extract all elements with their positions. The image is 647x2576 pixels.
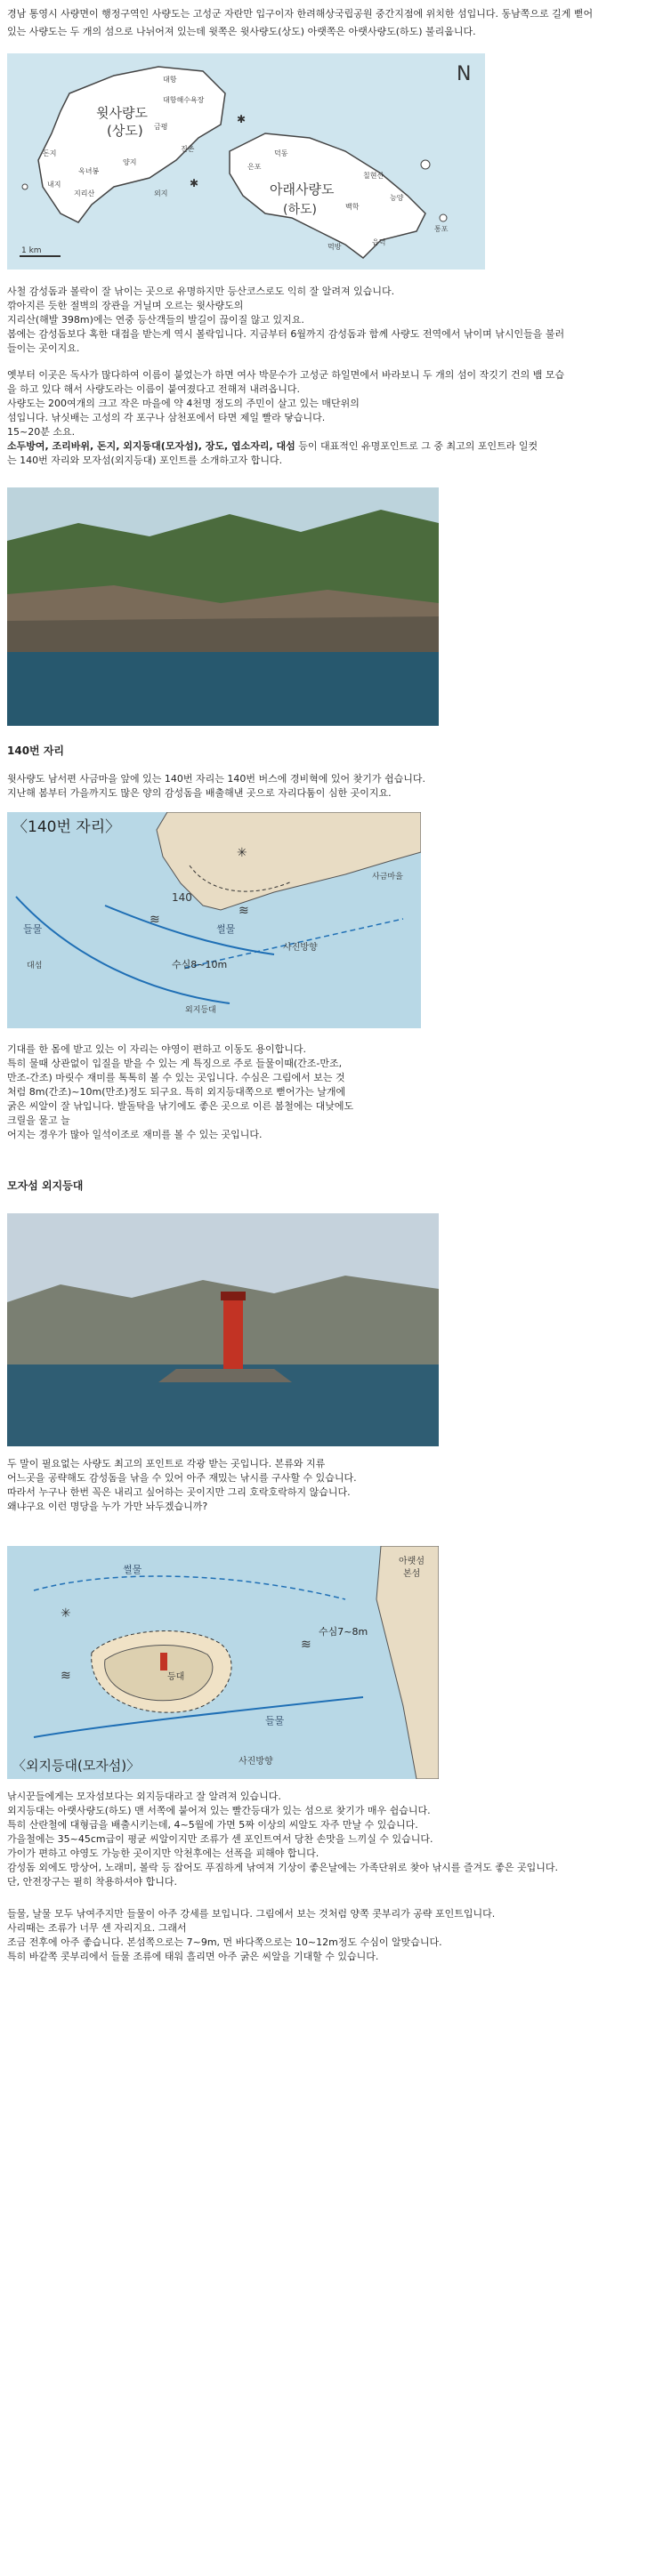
section1-line: 들이는 곳이지요. — [7, 342, 80, 354]
map2-depth: 수심8~10m — [172, 959, 228, 970]
map2-tide-right: 썰물 — [216, 923, 236, 935]
fish-icon: ≋ — [61, 1669, 71, 1683]
section3-line: 만조-간조) 마릿수 재미를 톡톡히 볼 수 있는 곳입니다. 수심은 그림에서 보는 것 — [7, 1072, 345, 1083]
upper-island-name: 윗사량도 — [96, 105, 148, 121]
section6-line: 낚시꾼들에게는 모자섬보다는 외지등대라고 잘 알려져 있습니다. — [7, 1791, 281, 1802]
intro-line-1: 경남 통영시 사량면이 행정구역인 사량도는 고성군 자란만 입구이자 한려해상국립공원 중간지점에 위치한 섬입니다. 동남쪽으로 길게 뻗어 — [7, 8, 594, 20]
section5-line: 어느곳을 공략해도 감성돔을 낚을 수 있어 아주 재밌는 낚시를 구사할 수 있습니다. — [7, 1472, 357, 1484]
map2-direction-left: 대섬 — [27, 962, 43, 970]
section3-line: 굵은 씨알이 잘 낚입니다. 발돌탁을 낚기에도 좋은 곳으로 이른 봄철에는 대낮에도 — [7, 1100, 354, 1112]
section5-line: 두 말이 필요없는 사량도 최고의 포인트로 각광 받는 곳입니다. 본류와 지류 — [7, 1458, 326, 1469]
section5-line: 따라서 누구나 한번 꼭은 내리고 싶어하는 곳이지만 그리 호락호락하지 않습니다. — [7, 1486, 351, 1498]
section2-line: 지난해 봄부터 가을까지도 많은 양의 감성돔을 배출해낸 곳으로 자리다툼이 심한 곳이지요. — [7, 787, 392, 799]
section1-line: 섬입니다. 낚싯배는 고성의 각 포구나 삼천포에서 타면 제일 빨라 닿습니다. — [7, 412, 326, 423]
section1-line: 옛부터 이곳은 독사가 많다하여 이름이 붙었는가 하면 여사 박문수가 고성군 하일면에서 바라보니 두 개의 섬이 작깃기 건의 뱀 모습 — [7, 369, 565, 381]
place-label: 옥녀봉 — [78, 167, 100, 175]
spots-bold: 소두방여, 조리바위, 돈지, 외지등대(모자섬), 장도, 엽소자리, 대섬 — [7, 440, 295, 452]
section1-line: 을 하고 있다 해서 사량도라는 이름이 붙여졌다고 전해져 내려옵니다. — [7, 383, 300, 395]
map3-flood: 들물 — [265, 1715, 285, 1727]
point-140-map — [7, 812, 421, 1028]
place-label: 내지 — [47, 181, 61, 189]
map3-village-1: 아랫섬 — [399, 1557, 425, 1566]
lower-island-name: 아래사량도 — [270, 181, 335, 197]
fish-icon: ≋ — [239, 904, 249, 918]
lighthouse-icon: ✱ — [190, 177, 199, 189]
place-label: 먹방 — [328, 243, 342, 251]
section5-line: 왜냐구요 이런 명당을 누가 가만 놔두겠습니까? — [7, 1501, 208, 1512]
place-label: 은포 — [247, 163, 262, 171]
map2-tide-left: 들물 — [23, 923, 43, 935]
section1-line: 봄에는 감성돔보다 혹한 대접을 받는게 역시 볼락입니다. 지금부터 6월까지 감성돔과 함께 사량도 전역에서 낚이며 낚시인들을 불러 — [7, 328, 565, 340]
place-label: 외지 — [154, 189, 168, 197]
section6-line: 외지등대는 아랫사량도(하도) 맨 서쪽에 붙어져 있는 빨간등대가 있는 섬으로 찾기가 매우 쉽습니다. — [7, 1805, 431, 1816]
place-label: 돈지 — [43, 149, 57, 157]
section3-line: 크릴을 물고 늘 — [7, 1115, 70, 1126]
section1-line: 는 140번 자리와 모자섬(외지등대) 포인트를 소개하고자 합니다. — [7, 455, 283, 466]
place-label: 능양 — [390, 194, 404, 202]
section6-line: 사리때는 조류가 너무 센 자리지요. 그래서 — [7, 1922, 187, 1934]
lighthouse-point-map — [7, 1546, 439, 1779]
map3-lighthouse: 등대 — [167, 1672, 185, 1682]
place-label: 대항해수욕장 — [163, 96, 205, 104]
compass-icon: ✳ — [61, 1606, 71, 1621]
map3-ebb: 썰물 — [123, 1564, 142, 1575]
place-label: 지리산 — [74, 189, 95, 197]
section1-line: 15~20분 소요. — [7, 426, 76, 438]
map3-village-2: 본섬 — [403, 1569, 421, 1579]
spots-rest: 등이 대표적인 유명포인트로 그 중 최고의 포인트라 일컷 — [295, 440, 538, 452]
section3-line: 특히 물때 상관없이 입질을 받을 수 있는 게 특징으로 주로 들물이때(간조-만조, — [7, 1058, 343, 1069]
place-label: 백학 — [345, 203, 360, 211]
section2-heading: 140번 자리 — [7, 745, 65, 757]
place-label: 대항 — [163, 76, 177, 84]
lighthouse-icon: ✱ — [237, 113, 247, 125]
map2-title: 〈140번 자리〉 — [12, 818, 121, 836]
compass-icon: ✳ — [237, 846, 247, 860]
lighthouse-photo — [7, 1213, 439, 1446]
fish-icon: ≋ — [150, 913, 160, 927]
map3-photo-dir: 사진방향 — [239, 1757, 273, 1767]
sariangdo-map — [7, 53, 485, 270]
map2-photo-dir: 사진방향 — [283, 943, 318, 953]
section3-line: 어지는 경우가 많아 일석이조로 재미를 볼 수 있는 곳입니다. — [7, 1129, 263, 1140]
section1-line: 사철 감성돔과 볼락이 잘 낚이는 곳으로 유명하지만 등산코스로도 익히 잘 알려져 있습니다. — [7, 286, 395, 297]
section6-line: 조금 전후에 아주 좋습니다. 본섬쪽으로는 7~9m, 먼 바다쪽으로는 10~12m정도 수심이 알맞습니다. — [7, 1936, 442, 1948]
upper-island-sub: (상도) — [107, 123, 143, 139]
section2-line: 윗사량도 남서편 사금마을 앞에 있는 140번 자리는 140번 버스에 경비혁에 있어 찾기가 쉽습니다. — [7, 773, 425, 785]
section6-line: 단, 안전장구는 필히 착용하셔야 합니다. — [7, 1876, 177, 1888]
section3-line: 처럼 8m(간조)~10m(만조)정도 되구요. 특히 외지등대쪽으로 뻗어가는 날개에 — [7, 1086, 346, 1098]
place-label: 통포 — [434, 225, 449, 233]
place-label: 금평 — [154, 123, 168, 131]
north-mark: N — [457, 63, 472, 85]
place-label: 읍덕 — [372, 238, 386, 246]
map3-depth: 수심7~8m — [319, 1626, 368, 1638]
section4-heading: 모자섬 외지등대 — [7, 1179, 84, 1192]
section3-line: 기대를 한 몸에 받고 있는 이 자리는 야영이 편하고 이동도 용이합니다. — [7, 1043, 306, 1055]
coast-photo — [7, 487, 439, 726]
section6-line: 가을철에는 35~45cm급이 평균 씨알이지만 조류가 센 포인트여서 당찬 손맛을 느끼실 수 있습니다. — [7, 1833, 433, 1845]
lower-island-sub: (하도) — [283, 203, 317, 217]
section6-line: 특히 바같쪽 콧부리에서 들물 조류에 태워 흘리면 아주 굵은 씨알을 기대할 수 있습니다. — [7, 1951, 379, 1962]
upper-island-shape — [38, 67, 225, 222]
map2-village: 사금마을 — [372, 873, 403, 881]
map2-lighthouse: 외지등대 — [185, 1006, 216, 1015]
section6-line: 특히 산란철에 대형급을 배출시키는데, 4~5월에 가면 5짜 이상의 씨알도 자주 만날 수 있습니다. — [7, 1819, 418, 1831]
section6-line: 감성돔 외에도 망상어, 노래미, 볼락 등 잡어도 푸짐하게 낚여져 기상이 좋은날에는 가족단위로 찾아 낚시를 즐겨도 좋은 곳입니다. — [7, 1862, 558, 1873]
intro-line-2: 있는 사량도는 두 개의 섬으로 나뉘어져 있는데 윗쪽은 윗사량도(상도) 아랫쪽은 아랫사량도(하도) 불리웁니다. — [7, 26, 476, 37]
place-label: 진촌 — [181, 145, 195, 153]
section6-line: 가이가 편하고 야영도 가능한 곳이지만 악천후에는 선폭을 피해야 합니다. — [7, 1847, 319, 1859]
place-label: 양지 — [123, 158, 137, 166]
place-label: 덕동 — [274, 149, 288, 157]
map-scale: 1 km — [21, 246, 42, 255]
section6-line: 들물, 날물 모두 낚여주지만 들물이 아주 강세를 보입니다. 그림에서 보는 것처럼 양쪽 콧부리가 공략 포인트입니다. — [7, 1908, 496, 1920]
section1-line: 지리산(해발 398m)에는 연중 등산객들의 발길이 끊이질 않고 있지요. — [7, 314, 304, 326]
map2-num: 140 — [172, 891, 192, 904]
map3-title: 〈외지등대(모자섬)〉 — [12, 1758, 141, 1774]
place-label: 칠현산 — [363, 172, 384, 180]
fish-icon: ≋ — [301, 1638, 311, 1652]
section1-line: 사량도는 200여개의 크고 작은 마을에 약 4천명 정도의 주민이 살고 있는 매단위의 — [7, 398, 360, 409]
section1-line: 깎아지른 듯한 절벽의 장관을 거닐며 오르는 윗사량도의 — [7, 300, 244, 311]
